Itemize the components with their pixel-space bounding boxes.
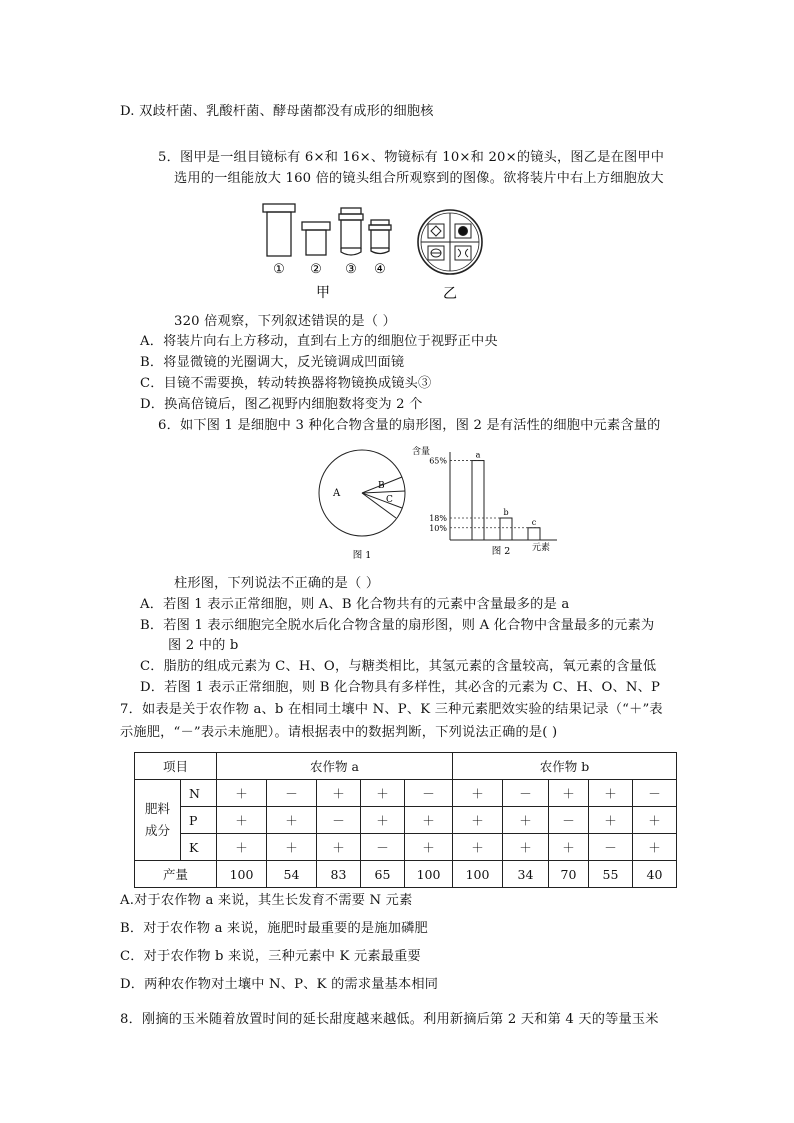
- q5-option-a: A．将装片向右上方移动，直到右上方的细胞位于视野正中央: [140, 334, 498, 349]
- table-row: [135, 780, 677, 807]
- cell-top-right-icon: [455, 224, 471, 238]
- table-row: [135, 834, 677, 861]
- cell: ＋: [503, 807, 549, 834]
- cell-bottom-right-icon: [455, 246, 471, 260]
- q5-stem-line1: 5．图甲是一组目镜标有 6×和 16×、物镜标有 10×和 20×的镜头，图乙是在图甲中: [158, 150, 665, 165]
- lens-4-icon: [369, 220, 391, 254]
- lens-label-2: ②: [310, 262, 322, 277]
- cell: ＋: [217, 807, 267, 834]
- cell: 100: [405, 861, 453, 888]
- q6-option-a: A．若图 1 表示正常细胞，则 A、B 化合物共有的元素中含量最多的是 a: [140, 597, 570, 612]
- q6-stem-line2: 柱形图，下列说法不正确的是（ ）: [174, 576, 380, 591]
- yield-label: 产量: [135, 861, 217, 888]
- cell: －: [267, 780, 317, 807]
- cell: ＋: [633, 807, 677, 834]
- cell: －: [503, 780, 549, 807]
- cell: 65: [361, 861, 405, 888]
- q7-option-c: C．对于农作物 b 来说，三种元素中 K 元素最重要: [120, 949, 421, 964]
- figure-jia-lenses: [255, 198, 405, 300]
- cell: ＋: [267, 834, 317, 861]
- q6-option-c: C．脂肪的组成元素为 C、H、O，与糖类相比，其氢元素的含量较高，氧元素的含量低: [140, 659, 657, 674]
- cell: 83: [317, 861, 361, 888]
- cell: 40: [633, 861, 677, 888]
- table-row: [135, 807, 677, 834]
- q7-option-b: B．对于农作物 a 来说，施肥时最重要的是施加磷肥: [120, 921, 428, 936]
- cell: ＋: [317, 780, 361, 807]
- q8-stem-line1: 8．刚摘的玉米随着放置时间的延长甜度越来越低。利用新摘后第 2 天和第 4 天的等量玉米: [120, 1012, 659, 1027]
- q4-option-d: D. 双歧杆菌、乳酸杆菌、酵母菌都没有成形的细胞核: [120, 104, 434, 119]
- table-row-yield: [135, 861, 677, 888]
- cell: 70: [549, 861, 589, 888]
- cell: ＋: [453, 780, 503, 807]
- figure-yi-field-of-view: [412, 204, 492, 304]
- fig2-bar-chart: [412, 442, 562, 560]
- q7-stem-line1: 7．如表是关于农作物 a、b 在相同土壤中 N、P、K 三种元素肥效实验的结果记录（“＋”表: [120, 702, 663, 717]
- header-crop-a: 农作物 a: [217, 753, 453, 780]
- lens-1-icon: [263, 204, 295, 256]
- fertilizer-table: [134, 752, 677, 888]
- cell: －: [633, 780, 677, 807]
- cell: ＋: [503, 834, 549, 861]
- q6-option-b-cont: 图 2 中的 b: [168, 638, 239, 653]
- fig2-bar-label: b: [503, 508, 509, 517]
- q6-option-b: B．若图 1 表示细胞完全脱水后化合物含量的扇形图，则 A 化合物中含量最多的元素为: [140, 618, 655, 633]
- cell: ＋: [589, 780, 633, 807]
- cell: ＋: [405, 807, 453, 834]
- cell: ＋: [217, 780, 267, 807]
- fig2-bar-b: [500, 518, 512, 540]
- cell: ＋: [549, 834, 589, 861]
- cell: 34: [503, 861, 549, 888]
- figure-yi-caption: 乙: [443, 286, 457, 302]
- fig2-ytick-label: 10%: [429, 523, 447, 533]
- figure-jia-caption: 甲: [316, 285, 330, 300]
- cell: ＋: [549, 780, 589, 807]
- cell: －: [589, 834, 633, 861]
- row-label-n: N: [181, 780, 217, 807]
- group-label-line2: 成分: [144, 823, 170, 838]
- q5-option-d: D．换高倍镜后，图乙视野内细胞数将变为 2 个: [140, 397, 423, 412]
- fig1-label-a: A: [333, 488, 341, 499]
- q5-option-c: C．目镜不需要换，转动转换器将物镜换成镜头③: [140, 376, 432, 391]
- cell: ＋: [405, 834, 453, 861]
- cell-bottom-left-icon: [428, 246, 444, 260]
- cell: ＋: [361, 807, 405, 834]
- header-item: 项目: [135, 753, 217, 780]
- cell: ＋: [633, 834, 677, 861]
- cell: 54: [267, 861, 317, 888]
- fig1-pie-chart: [312, 446, 412, 566]
- cell: ＋: [217, 834, 267, 861]
- group-label: [135, 780, 181, 861]
- cell: 55: [589, 861, 633, 888]
- q5-stem-line2: 选用的一组能放大 160 倍的镜头组合所观察到的图像。欲将装片中右上方细胞放大: [174, 171, 664, 186]
- fig1-label-c: C: [386, 495, 393, 505]
- row-label-p: P: [181, 807, 217, 834]
- cell: ＋: [453, 834, 503, 861]
- q7-option-d: D．两种农作物对土壤中 N、P、K 的需求量基本相同: [120, 977, 439, 992]
- cell: －: [549, 807, 589, 834]
- cell: －: [361, 834, 405, 861]
- cell: ＋: [267, 807, 317, 834]
- fig2-ytick-label: 18%: [429, 514, 447, 523]
- fig2-ylabel: 含量: [412, 447, 431, 457]
- q7-option-a: A.对于农作物 a 来说，其生长发育不需要 N 元素: [120, 893, 413, 908]
- cell-top-left-icon: [428, 224, 444, 238]
- cell: 100: [217, 861, 267, 888]
- q6-stem-line1: 6．如下图 1 是细胞中 3 种化合物含量的扇形图，图 2 是有活性的细胞中元素含量的: [158, 418, 661, 433]
- lens-label-3: ③: [345, 262, 357, 277]
- row-label-k: K: [181, 834, 217, 861]
- fig2-bar-c: [528, 528, 540, 540]
- fig2-bar-label: a: [475, 450, 481, 460]
- lens-label-1: ①: [273, 262, 285, 277]
- q6-option-d: D．若图 1 表示正常细胞，则 B 化合物具有多样性，其必含的元素为 C、H、O、N、P: [140, 680, 661, 695]
- cell: ＋: [589, 807, 633, 834]
- q7-stem-line2: 示施肥，“－”表示未施肥）。请根据表中的数据判断，下列说法正确的是( ): [120, 725, 558, 740]
- cell: ＋: [361, 780, 405, 807]
- fig2-caption: 图 2: [491, 546, 511, 557]
- lens-3-icon: [339, 208, 363, 255]
- cell: －: [317, 807, 361, 834]
- fig2-xlabel: 元素: [532, 543, 551, 553]
- table-header-row: [135, 753, 677, 780]
- fig1-label-b: B: [378, 481, 385, 491]
- cell: ＋: [453, 807, 503, 834]
- lens-2-icon: [302, 222, 330, 255]
- cell: 100: [453, 861, 503, 888]
- lens-label-4: ④: [374, 262, 386, 277]
- cell: －: [405, 780, 453, 807]
- cell: ＋: [317, 834, 361, 861]
- q5-stem-line3: 320 倍观察，下列叙述错误的是（ ）: [174, 314, 396, 329]
- fig1-caption: 图 1: [352, 550, 372, 561]
- fig2-ytick-label: 65%: [429, 456, 447, 466]
- fig2-bar-label: c: [531, 517, 537, 527]
- q5-option-b: B．将显微镜的光圈调大，反光镜调成凹面镜: [140, 355, 405, 370]
- group-label-line1: 肥料: [144, 801, 170, 816]
- header-crop-b: 农作物 b: [453, 753, 677, 780]
